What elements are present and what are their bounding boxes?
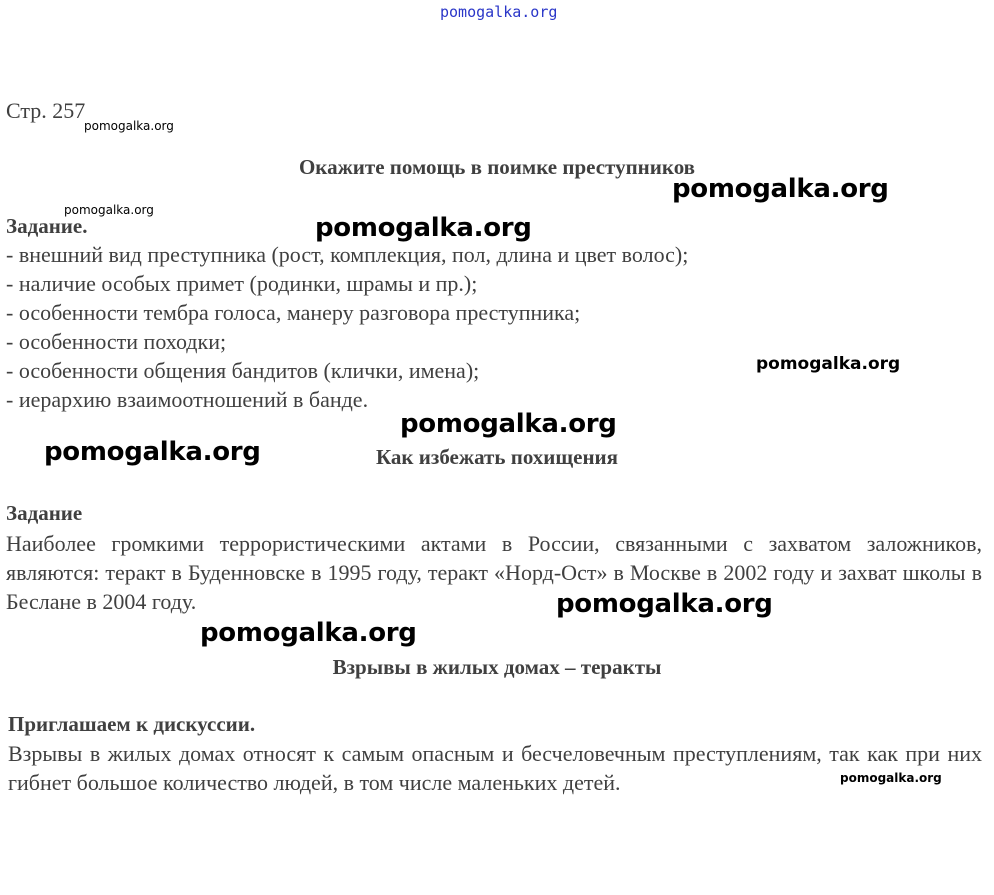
watermark: pomogalka.org — [840, 771, 942, 785]
watermark: pomogalka.org — [44, 437, 261, 467]
section1-title: Окажите помощь в поимке преступников — [298, 155, 696, 179]
section2-title: Как избежать похищения — [375, 445, 619, 469]
section3-title: Взрывы в жилых домах – теракты — [332, 655, 662, 679]
watermark: pomogalka.org — [400, 409, 617, 439]
list-item: - внешний вид преступника (рост, комплекция, пол, длина и цвет волос); — [6, 242, 689, 267]
section3-task-label: Приглашаем к дискуссии. — [8, 712, 256, 736]
watermark: pomogalka.org — [672, 174, 889, 204]
section2-paragraph: Наиболее громкими террористическими актами в России, связанными с захватом заложников, являются: теракт в Буденновске в 1995 году, теракт «Норд-Ост» в Москве в 2002 году и захват школы в Беслане в 2004 году. — [6, 531, 982, 614]
list-item: - особенности тембра голоса, манеру разговора преступника; — [6, 300, 581, 325]
section2-task-label: Задание — [6, 501, 83, 525]
page-number-label: Стр. 257 — [6, 98, 86, 123]
section1-task-label: Задание. — [6, 214, 88, 238]
list-item: - особенности общения бандитов (клички, имена); — [6, 358, 480, 383]
watermark: pomogalka.org — [556, 589, 773, 619]
list-item: - особенности походки; — [6, 329, 227, 354]
watermark: pomogalka.org — [200, 618, 417, 648]
list-item: - иерархию взаимоотношений в банде. — [6, 387, 369, 412]
watermark: pomogalka.org — [756, 354, 901, 374]
top-watermark: pomogalka.org — [440, 3, 558, 21]
watermark: pomogalka.org — [84, 119, 174, 133]
watermark: pomogalka.org — [64, 203, 154, 217]
section3-paragraph: Взрывы в жилых домах относят к самым опасным и бесчеловечным преступлениям, так как при них гибнет большое количество людей, в том числе маленьких детей. — [8, 741, 982, 795]
list-item: - наличие особых примет (родинки, шрамы и пр.); — [6, 271, 478, 296]
watermark: pomogalka.org — [315, 213, 532, 243]
